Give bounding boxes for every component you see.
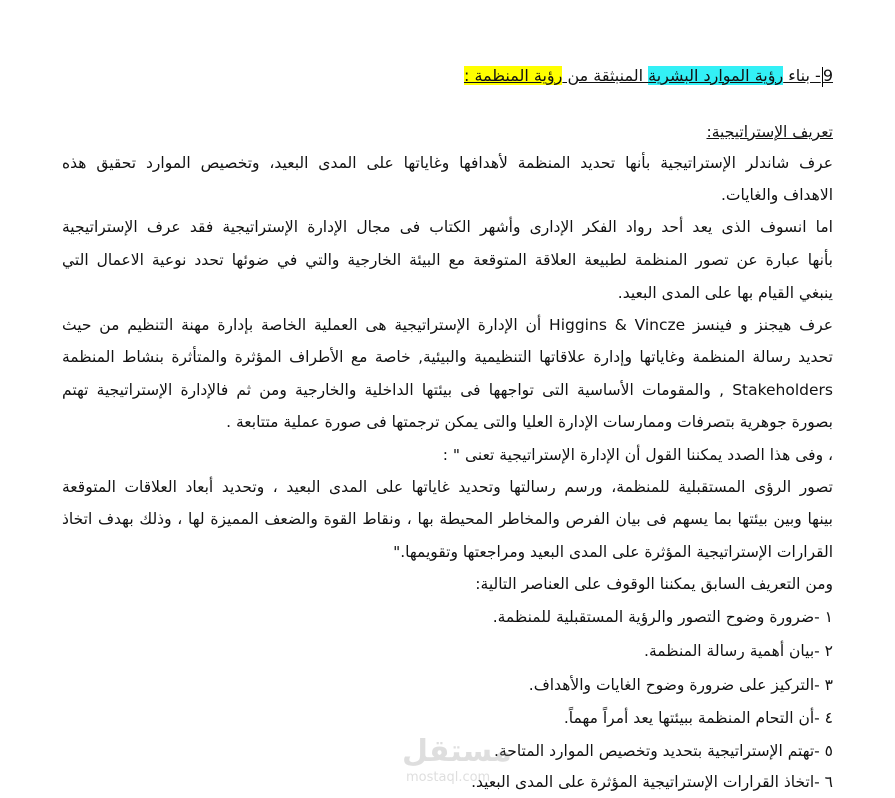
paragraph-line: اما انسوف الذى يعد أحد رواد الفكر الإدارى وأشهر الكتاب فى مجال الإدارة الإستراتيجية فقد عرف الإستراتيجية <box>62 218 833 236</box>
list-item: ٥ -تهتم الإستراتيجية بتحديد وتخصيص الموارد المتاحة. <box>494 742 833 760</box>
watermark-url: mostaql.com <box>406 770 491 785</box>
heading-number: 9 <box>822 66 833 85</box>
watermark-logo <box>392 728 512 790</box>
watermark-text: مستقل <box>402 734 512 769</box>
paragraph-line: ومن التعريف السابق يمكننا الوقوف على العناصر التالية: <box>475 575 833 593</box>
list-item: ٤ -أن التحام المنظمة ببيئتها يعد أمراً مهماً. <box>563 709 833 727</box>
highlight-hr-vision: رؤية الموارد البشرية <box>648 66 784 85</box>
heading-part-1: - بناء <box>783 66 821 85</box>
list-item: ٣ -التركيز على ضرورة وضوح الغايات والأهداف. <box>528 676 833 694</box>
paragraph-line: الاهداف والغايات. <box>720 186 833 204</box>
paragraph-line: عرف هيجنز و فينسز Higgins & Vincze أن الإدارة الإستراتيجية هى العملية الخاصة بإدارة مهنة التنظيم من حيث <box>62 316 833 334</box>
highlight-org-vision: رؤية المنظمة : <box>463 66 563 85</box>
section-title: تعريف الإستراتيجية: <box>706 123 833 141</box>
list-item: ٢ -بيان أهمية رسالة المنظمة. <box>644 642 833 660</box>
paragraph-line: Stakeholders , والمقومات الأساسية التى تواجهها فى بيئتها الداخلية والخارجية ومن ثم فالإدارة الإستراتيجية تهتم <box>62 381 833 399</box>
paragraph-line: بأنها عبارة عن تصور المنظمة لطبيعة العلاقة المتوقعة مع البيئة الخارجية والتي في ضوئها تحدد نوعية الاعمال التي <box>62 251 833 269</box>
paragraph-line: بصورة جوهرية بتصرفات وممارسات الإدارة العليا والتى يمكن ترجمتها فى صورة عملية متتابعة . <box>226 413 833 431</box>
heading-part-2: المنبثقة من <box>562 66 649 85</box>
paragraph-line: ينبغي القيام بها على المدى البعيد. <box>617 284 833 302</box>
section-heading <box>464 64 833 88</box>
paragraph-line: عرف شاندلر الإستراتيجية بأنها تحديد المنظمة لأهدافها وغاياتها على المدى البعيد، وتخصيص الموارد تحقيق هذه <box>62 154 833 172</box>
paragraph-line: ، وفى هذا الصدد يمكننا القول أن الإدارة الإستراتيجية تعنى " : <box>442 446 833 464</box>
list-item: ٦ -اتخاذ القرارات الإستراتيجية المؤثرة على المدى البعيد. <box>471 773 833 791</box>
list-item: ١ -ضرورة وضوح التصور والرؤية المستقبلية للمنظمة. <box>492 608 833 626</box>
paragraph-line: تحديد رسالة المنظمة وغاياتها وإدارة علاقاتها التنظيمية والبيئية, خاصة مع الأطراف المؤثرة والمتأثرة بنشاط المنظمة <box>62 348 833 366</box>
paragraph-line: القرارات الإستراتيجية المؤثرة على المدى البعيد ومراجعتها وتقويمها." <box>393 543 833 561</box>
paragraph-line: بينها وبين بيئتها بما يسهم فى بيان الفرص والمخاطر المحيطة بها ، ونقاط القوة والضعف المميزة لها ، وذلك بهدف اتخاذ <box>62 510 833 528</box>
paragraph-line: تصور الرؤى المستقبلية للمنظمة، ورسم رسالتها وتحديد غاياتها على المدى البعيد ، وتحديد أبعاد العلاقات المتوقعة <box>62 478 833 496</box>
